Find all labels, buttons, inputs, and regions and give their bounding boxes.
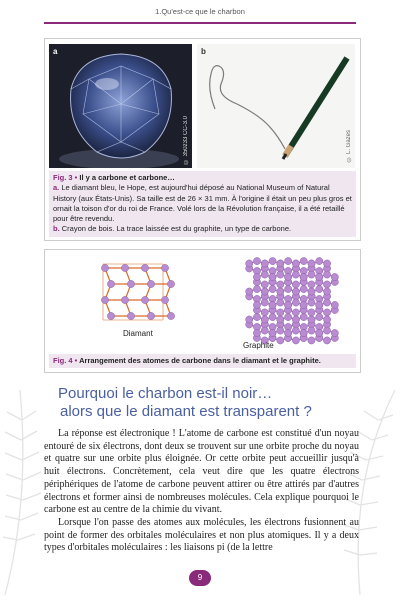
pencil-illustration [197,44,355,168]
graphite-carbon-atom [285,285,292,292]
caption-text-b: Crayon de bois. La trace laissée est du graphite, un type de carbone. [61,224,292,234]
graphite-carbon-atom [292,309,299,316]
diamond-structure-label: Diamant [123,329,153,338]
graphite-carbon-atom [269,313,276,320]
graphite-carbon-atom [300,273,307,280]
figure-4-caption [49,354,356,368]
diamond-carbon-atom [101,264,108,271]
diamond-illustration [49,44,192,168]
graphite-carbon-atom [285,257,292,264]
caption-label-a: a. [53,183,60,193]
photo-credit-a: © 350z33 CC-3.0 [183,115,189,164]
graphite-carbon-atom [261,260,268,267]
paragraph-2: Lorsque l'on passe des atomes aux molécules, les électrons fusionnent au point de former des orbitales moléculaires et non plus atomiques. Il y a deux types d'orbitales moléculaires : les liaisons pi (de la lettre [44,516,359,554]
graphite-carbon-atom [323,299,330,306]
diamond-carbon-atom [121,264,128,271]
section-title-line-1: Pourquoi le charbon est-il noir… [58,385,273,402]
graphite-carbon-atom [331,329,338,336]
diamond-carbon-atom [121,296,128,303]
hope-diamond-photo [49,44,192,168]
graphite-carbon-atom [253,285,260,292]
graphite-carbon-atom [292,288,299,295]
graphite-carbon-atom [284,301,291,308]
graphite-carbon-atom [277,337,284,344]
caption-text-a: Le diamant bleu, le Hope, est aujourd'hui déposé au National Museum of Natural History (aux États-Unis). Sa taille est de 26 × 31 mm. À l'origine il était un peu plus gros et ornait la toison d'or du roi de France. Volé lors de la Révolution française, il a été retaillé pour être revendu. [53,183,352,224]
graphite-carbon-atom [308,288,315,295]
body-text [44,428,359,555]
graphite-carbon-atom [308,260,315,267]
graphite-carbon-atom [253,273,260,280]
diamond-carbon-atom [107,312,114,319]
graphite-carbon-atom [246,260,253,267]
graphite-carbon-atom [269,273,276,280]
graphite-carbon-atom [292,281,299,288]
figure-number: Fig. 3 • [53,173,78,182]
graphite-carbon-atom [269,285,276,292]
panel-letter-b: b [201,47,206,56]
graphite-carbon-atom [292,260,299,267]
page-number: 9 [189,570,211,586]
graphite-carbon-atom [269,257,276,264]
graphite-carbon-atom [261,316,268,323]
paragraph-1: La réponse est électronique ! L'atome de carbone est constitué d'un noyau entouré de six électrons, dont deux se trouvent sur une orbite proche du noyau et quatre sur une orbite plus éloignée. Or cette orbite peut accueillir jusqu'à huit électrons. Concrètement, cela veut dire que les quatre électrons périphériques de l'atome de carbone peuvent attirer ou être attirés par d'autres électrons et former ainsi de nombreuses molécules. Cela explique pourquoi le carbone est au centre de la chimie du vivant. [44,428,359,516]
graphite-carbon-atom [292,337,299,344]
diamond-carbon-atom [107,280,114,287]
graphite-carbon-atom [246,288,253,295]
graphite-carbon-atom [308,327,315,334]
graphite-carbon-atom [308,316,315,323]
carbon-structures-diagram [45,250,360,354]
graphite-carbon-atom [261,327,268,334]
graphite-carbon-atom [308,299,315,306]
graphite-carbon-atom [308,281,315,288]
graphite-carbon-atom [323,288,330,295]
graphite-carbon-atom [277,309,284,316]
graphite-carbon-atom [308,337,315,344]
figure-number: Fig. 4 • [53,356,78,365]
figure-3-caption [49,171,356,237]
graphite-carbon-atom [323,281,330,288]
figure-4-caption-text: Arrangement des atomes de carbone dans le diamant et le graphite. [79,356,321,365]
diamond-carbon-atom [127,312,134,319]
graphite-carbon-atom [277,316,284,323]
photo-credit-b: © L. Gazes [346,130,352,162]
section-title-line-2: alors que le diamant est transparent ? [60,403,312,420]
graphite-carbon-atom [300,257,307,264]
graphite-carbon-atom [277,327,284,334]
graphite-carbon-atom [300,329,307,336]
graphite-carbon-atom [284,329,291,336]
graphite-carbon-atom [253,313,260,320]
graphite-carbon-atom [316,285,323,292]
graphite-carbon-atom [261,299,268,306]
graphite-carbon-atom [323,309,330,316]
graphite-carbon-atom [331,301,338,308]
graphite-carbon-atom [323,337,330,344]
graphite-carbon-atom [323,327,330,334]
graphite-carbon-atom [316,301,323,308]
diamond-carbon-atom [147,280,154,287]
graphite-carbon-atom [277,281,284,288]
diamond-carbon-atom [141,296,148,303]
graphite-carbon-atom [277,260,284,267]
graphite-carbon-atom [323,271,330,278]
graphite-carbon-atom [261,288,268,295]
diamond-carbon-atom [167,312,174,319]
graphite-carbon-atom [308,271,315,278]
diamond-carbon-atom [161,296,168,303]
graphite-carbon-atom [308,309,315,316]
caption-label-b: b. [53,224,60,234]
graphite-carbon-atom [323,316,330,323]
diamond-carbon-atom [127,280,134,287]
graphite-carbon-atom [253,257,260,264]
diamond-carbon-atom [147,312,154,319]
graphite-carbon-atom [316,329,323,336]
graphite-carbon-atom [300,301,307,308]
graphite-carbon-atom [316,313,323,320]
diamond-carbon-atom [167,280,174,287]
diamond-carbon-atom [101,296,108,303]
graphite-carbon-atom [292,316,299,323]
graphite-carbon-atom [277,288,284,295]
graphite-carbon-atom [316,257,323,264]
graphite-carbon-atom [246,316,253,323]
panel-letter-a: a [53,47,58,56]
graphite-carbon-atom [261,309,268,316]
diamond-carbon-atom [161,264,168,271]
graphite-carbon-atom [261,281,268,288]
graphite-carbon-atom [300,285,307,292]
graphite-carbon-atom [300,313,307,320]
figure-4 [44,249,361,373]
section-title [58,385,358,421]
graphite-carbon-atom [331,273,338,280]
graphite-carbon-atom [323,260,330,267]
graphite-carbon-atom [285,313,292,320]
graphite-carbon-atom [292,299,299,306]
graphite-carbon-atom [316,273,323,280]
graphite-carbon-atom [253,329,260,336]
graphite-carbon-atom [253,301,260,308]
graphite-carbon-atom [261,271,268,278]
graphite-carbon-atom [269,301,276,308]
top-rule [44,22,356,24]
graphite-carbon-atom [269,329,276,336]
figure-title: Il y a carbone et carbone… [79,173,175,182]
figure-3 [44,38,361,241]
graphite-structure-label: Graphite [243,341,274,350]
pencil-photo [197,44,355,168]
graphite-carbon-atom [292,327,299,334]
graphite-carbon-atom [277,271,284,278]
diamond-carbon-atom [141,264,148,271]
graphite-carbon-atom [277,299,284,306]
graphite-carbon-atom [292,271,299,278]
running-head: 1.Qu'est-ce que le charbon [155,7,245,16]
graphite-carbon-atom [284,273,291,280]
